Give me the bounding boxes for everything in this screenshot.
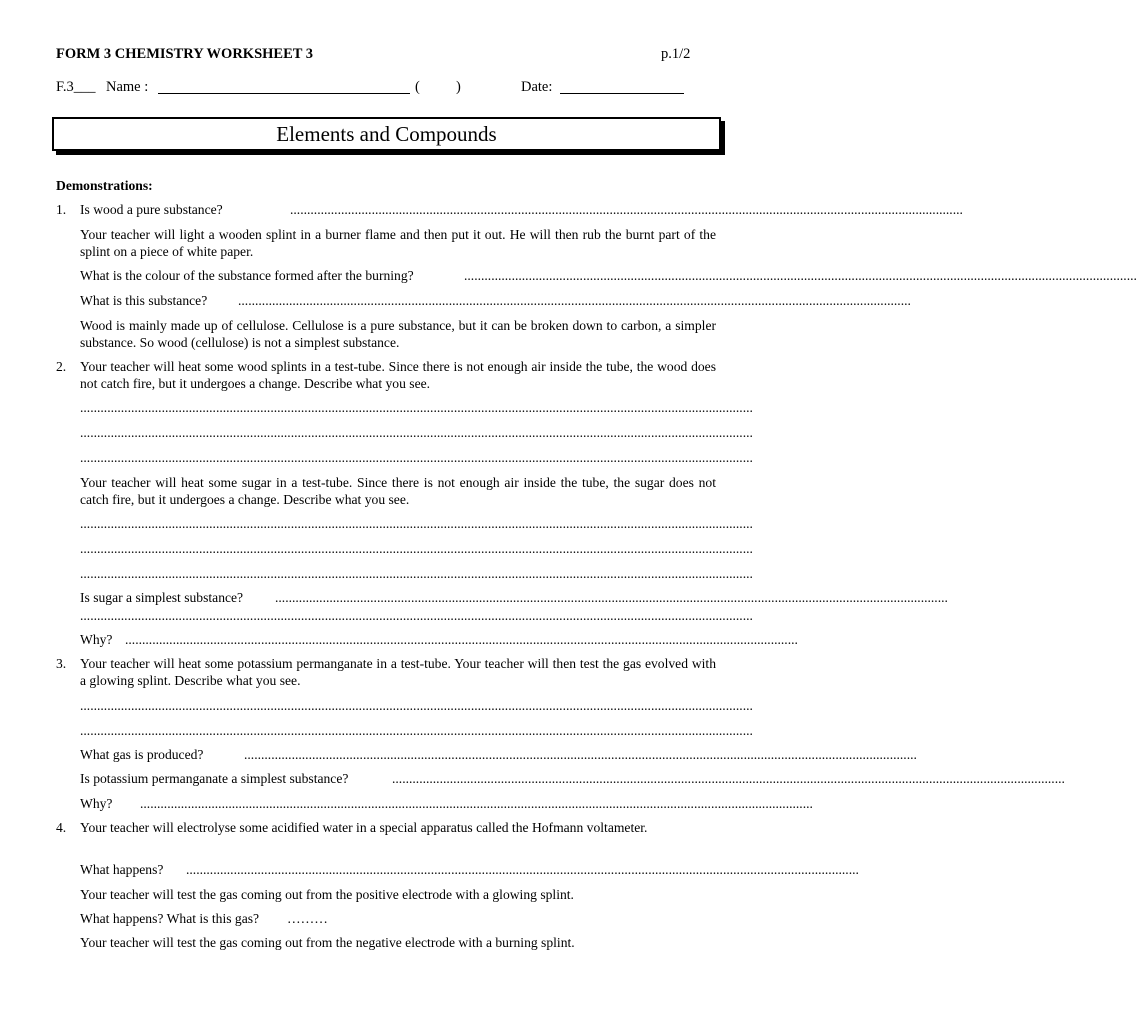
- q2-sugar-intro: Your teacher will heat some sugar in a test-tube. Since there is not enough air inside the tube, the sugar does not catch fire, but it undergoes a change. Describe what you see.: [80, 475, 716, 507]
- q1-colour-answer[interactable]: ......................................................................................................................................................................................................: [464, 268, 1137, 283]
- q2-simplest-question: Is sugar a simplest substance?: [80, 590, 244, 605]
- q4-negative-electrode: Your teacher will test the gas coming out from the negative electrode with a burning splint.: [80, 935, 575, 950]
- section-title: Elements and Compounds: [276, 121, 497, 146]
- class-label: F.3___: [56, 79, 96, 95]
- q4-happens-gas-answer[interactable]: ………: [287, 911, 328, 926]
- q2-sugar-answer-1[interactable]: ......................................................................................................................................................................................................: [80, 516, 753, 531]
- title-box: [52, 117, 721, 151]
- q2-why-answer[interactable]: ......................................................................................................................................................................................................: [125, 632, 798, 647]
- q4-intro: Your teacher will electrolyse some acidified water in a special apparatus called the Hofmann voltameter.: [80, 820, 648, 835]
- q4-happens-answer[interactable]: ......................................................................................................................................................................................................: [186, 862, 859, 877]
- q1-info: Wood is mainly made up of cellulose. Cellulose is a pure substance, but it can be broken down to carbon, a simpler substance. So wood (cellulose) is not a simplest substance.: [80, 318, 716, 350]
- q2-simplest-answer[interactable]: ......................................................................................................................................................................................................: [275, 590, 948, 605]
- class-number-close: ): [456, 79, 461, 95]
- q2-sugar-answer-2[interactable]: ......................................................................................................................................................................................................: [80, 541, 753, 556]
- q1-ask: Is wood a pure substance?: [80, 202, 223, 217]
- q2-why-label: Why?: [80, 632, 113, 647]
- q4-number: 4.: [56, 820, 67, 835]
- q2-answer-line-1[interactable]: ......................................................................................................................................................................................................: [80, 400, 753, 415]
- worksheet-title: FORM 3 CHEMISTRY WORKSHEET 3: [56, 46, 314, 62]
- q4-happens-gas-question: What happens? What is this gas?: [80, 911, 260, 926]
- q3-simplest-answer[interactable]: ......................................................................................................................................................................................................: [392, 771, 1065, 786]
- q4-happens-question: What happens?: [80, 862, 164, 877]
- q2-intro: Your teacher will heat some wood splints in a test-tube. Since there is not enough air inside the tube, the wood does not catch fire, but it undergoes a change. Describe what you see.: [80, 359, 716, 391]
- q3-answer-line-1[interactable]: ......................................................................................................................................................................................................: [80, 698, 753, 713]
- q3-intro: Your teacher will heat some potassium permanganate in a test-tube. Your teacher will then test the gas evolved with a glowing splint. Describe what you see.: [80, 656, 716, 688]
- date-label: Date:: [521, 79, 553, 95]
- demonstrations-heading: Demonstrations:: [56, 178, 153, 193]
- q2-number: 2.: [56, 359, 67, 374]
- class-number-open: (: [415, 79, 420, 95]
- q3-why-label: Why?: [80, 796, 113, 811]
- q1-number: 1.: [56, 202, 67, 217]
- date-field[interactable]: [560, 80, 684, 94]
- q3-simplest-question: Is potassium permanganate a simplest substance?: [80, 771, 349, 786]
- q1-what-answer[interactable]: ......................................................................................................................................................................................................: [238, 293, 911, 308]
- q1-what-question: What is this substance?: [80, 293, 208, 308]
- q3-number: 3.: [56, 656, 67, 671]
- q2-sugar-answer-3[interactable]: ......................................................................................................................................................................................................: [80, 566, 753, 581]
- q2-simplest-answer-2[interactable]: ......................................................................................................................................................................................................: [80, 608, 753, 623]
- q2-answer-line-3[interactable]: ......................................................................................................................................................................................................: [80, 450, 753, 465]
- q3-answer-line-2[interactable]: ......................................................................................................................................................................................................: [80, 723, 753, 738]
- q3-gas-answer[interactable]: ......................................................................................................................................................................................................: [244, 747, 917, 762]
- q3-why-answer[interactable]: ......................................................................................................................................................................................................: [140, 796, 813, 811]
- q2-answer-line-2[interactable]: ......................................................................................................................................................................................................: [80, 425, 753, 440]
- name-label: Name :: [106, 79, 149, 95]
- page-number: p.1/2: [661, 46, 691, 62]
- q1-intro: Your teacher will light a wooden splint in a burner flame and then put it out. He will then rub the burnt part of the splint on a piece of white paper.: [80, 227, 716, 259]
- name-field[interactable]: [158, 80, 410, 94]
- q1-colour-question: What is the colour of the substance formed after the burning?: [80, 268, 414, 283]
- q3-gas-question: What gas is produced?: [80, 747, 204, 762]
- q4-positive-electrode: Your teacher will test the gas coming out from the positive electrode with a glowing splint.: [80, 887, 574, 902]
- q1-answer-line[interactable]: ......................................................................................................................................................................................................: [290, 202, 963, 217]
